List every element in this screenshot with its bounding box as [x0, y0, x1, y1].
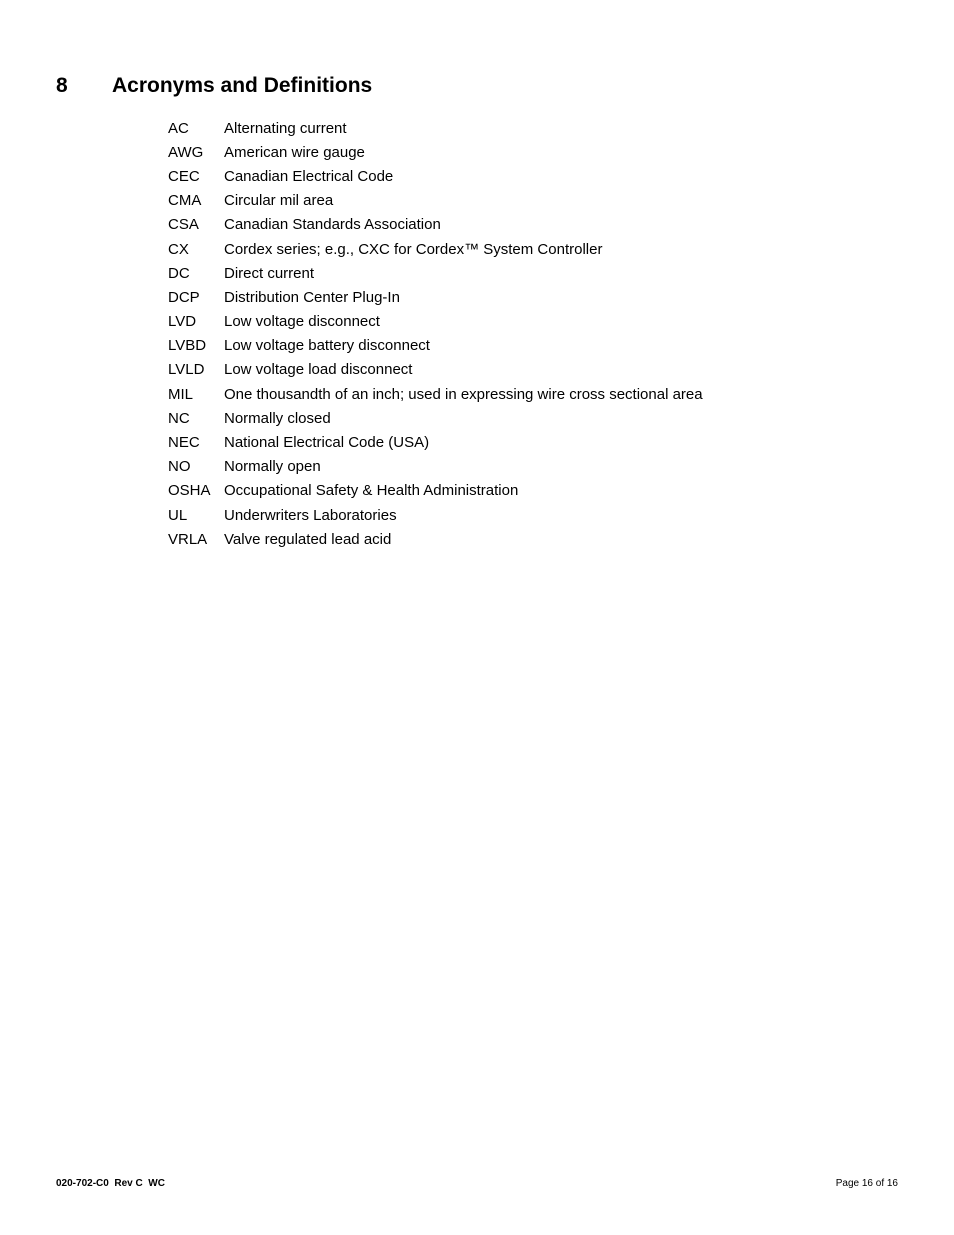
- acronym-definition: Distribution Center Plug-In: [224, 288, 400, 306]
- acronym-row: [168, 213, 703, 237]
- acronym-row: [168, 140, 703, 164]
- acronym-row: [168, 285, 703, 309]
- acronym-term: OSHA: [168, 482, 211, 500]
- acronym-definition: American wire gauge: [224, 143, 365, 161]
- acronym-term: AC: [168, 119, 189, 137]
- acronym-row: [168, 358, 703, 382]
- page-footer: [56, 1177, 898, 1191]
- acronym-row: [168, 261, 703, 285]
- acronym-row: [168, 237, 703, 261]
- acronym-definition: Canadian Standards Association: [224, 216, 441, 234]
- section-heading: [56, 72, 372, 100]
- acronym-term: UL: [168, 506, 188, 524]
- acronym-list: [168, 116, 703, 551]
- acronym-row: [168, 382, 703, 406]
- acronym-term: DCP: [168, 288, 200, 306]
- page-number: Page 16 of 16: [835, 1178, 898, 1189]
- acronym-term: MIL: [168, 385, 194, 403]
- acronym-definition: Circular mil area: [224, 192, 334, 210]
- acronym-term: VRLA: [168, 530, 208, 548]
- acronym-row: [168, 310, 703, 334]
- acronym-definition: Alternating current: [224, 119, 347, 137]
- document-id: 020-702-C0 Rev C WC: [56, 1178, 165, 1189]
- acronym-definition: Low voltage load disconnect: [224, 361, 413, 379]
- acronym-definition: One thousandth of an inch; used in expressing wire cross sectional area: [224, 385, 703, 403]
- acronym-row: [168, 430, 703, 454]
- acronym-term: LVLD: [168, 361, 205, 379]
- acronym-definition: Low voltage battery disconnect: [224, 337, 430, 355]
- acronym-definition: Canadian Electrical Code: [224, 167, 394, 185]
- acronym-row: [168, 406, 703, 430]
- acronym-row: [168, 116, 703, 140]
- acronym-row: [168, 455, 703, 479]
- acronym-definition: Valve regulated lead acid: [224, 530, 392, 548]
- acronym-term: DC: [168, 264, 190, 282]
- acronym-term: CX: [168, 240, 189, 258]
- acronym-term: CSA: [168, 216, 199, 234]
- acronym-term: LVBD: [168, 337, 207, 355]
- acronym-definition: Low voltage disconnect: [224, 313, 380, 331]
- acronym-definition: Direct current: [224, 264, 315, 282]
- acronym-row: [168, 503, 703, 527]
- acronym-term: NEC: [168, 434, 200, 452]
- acronym-definition: Underwriters Laboratories: [224, 506, 397, 524]
- acronym-row: [168, 334, 703, 358]
- acronym-definition: National Electrical Code (USA): [224, 434, 430, 452]
- acronym-term: LVD: [168, 313, 197, 331]
- acronym-term: CEC: [168, 167, 200, 185]
- section-title: Acronyms and Definitions: [112, 74, 373, 97]
- acronym-row: [168, 527, 703, 551]
- acronym-term: AWG: [168, 143, 204, 161]
- acronym-term: NO: [168, 458, 191, 476]
- acronym-definition: Occupational Safety & Health Administration: [224, 482, 519, 500]
- acronym-row: [168, 164, 703, 188]
- acronym-row: [168, 189, 703, 213]
- acronym-term: CMA: [168, 192, 202, 210]
- acronym-row: [168, 479, 703, 503]
- acronym-definition: Cordex series; e.g., CXC for Cordex™ System Controller: [224, 240, 603, 258]
- acronym-definition: Normally open: [224, 458, 321, 476]
- acronym-term: NC: [168, 409, 190, 427]
- section-number: 8: [56, 74, 68, 97]
- acronym-definition: Normally closed: [224, 409, 331, 427]
